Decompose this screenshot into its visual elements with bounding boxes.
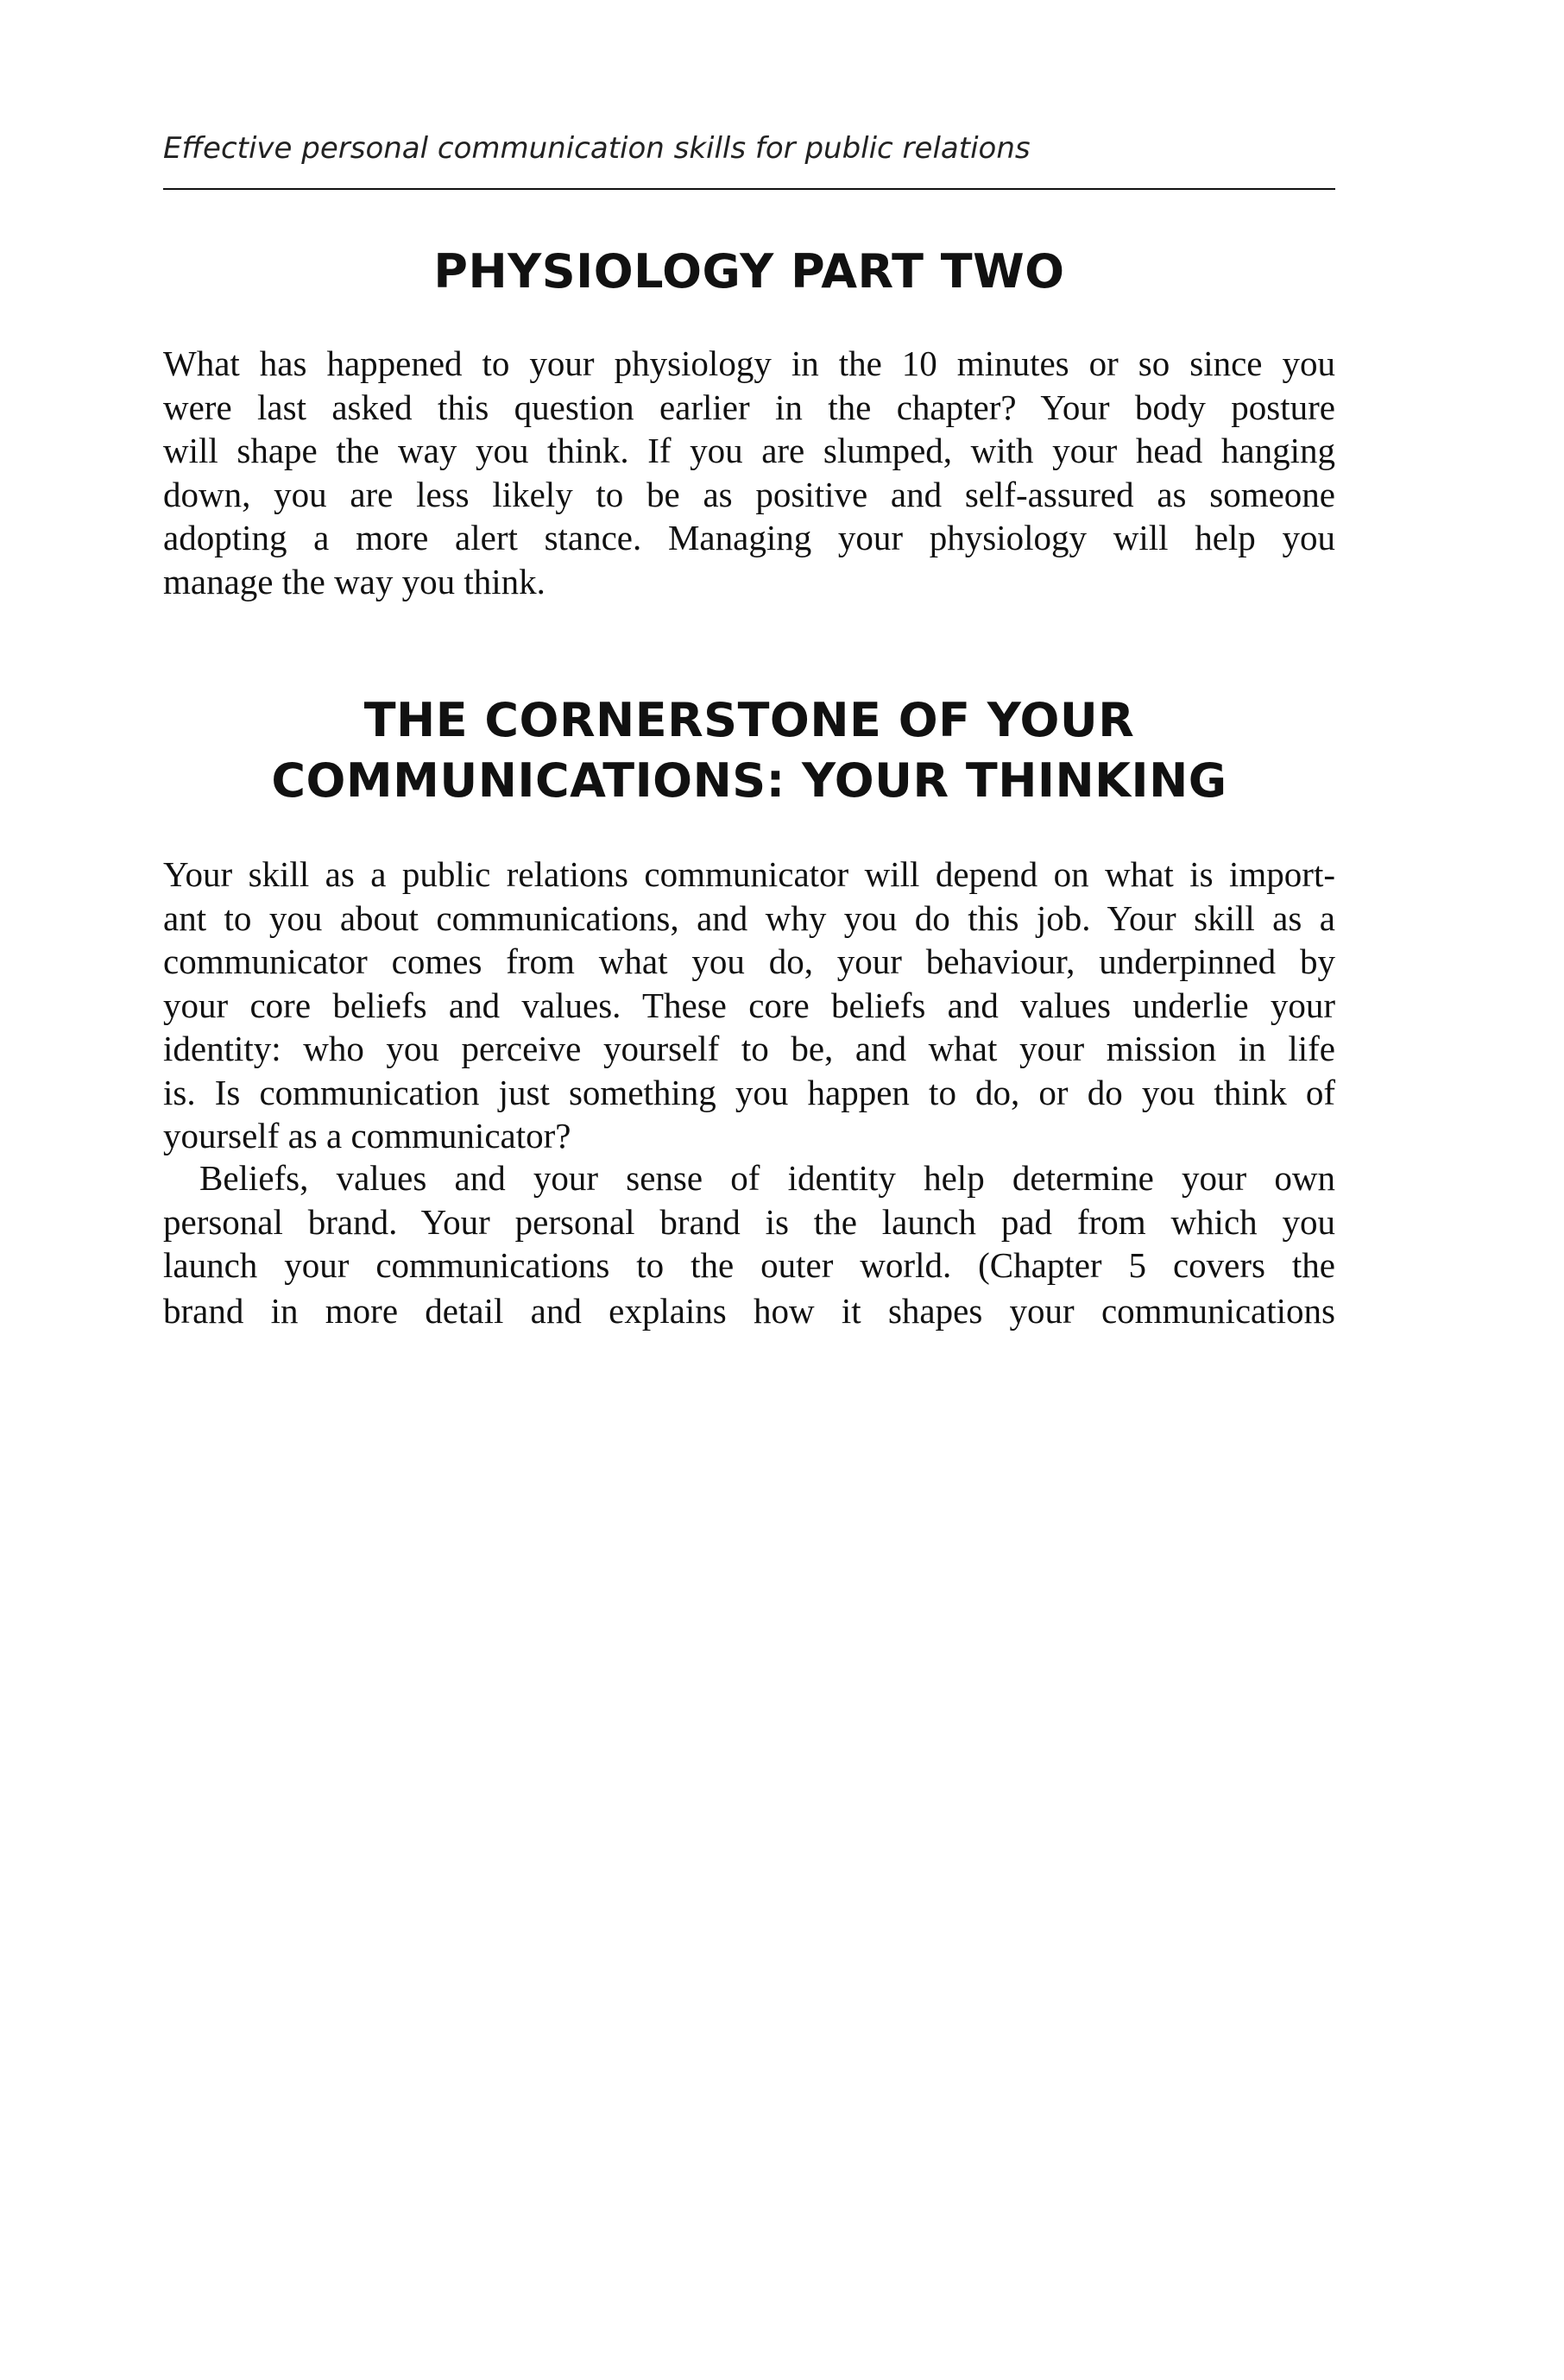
text-line: were last asked this question earlier in the chapter? Your body posture <box>163 387 1335 427</box>
text-line: launch your communications to the outer world. (Chapter 5 covers the <box>163 1245 1335 1285</box>
section-heading <box>163 690 1335 811</box>
text-line: manage the way you think. <box>163 561 546 601</box>
text-line: identity: who you perceive yourself to be, and what your mission in life <box>163 1029 1335 1068</box>
body-paragraph <box>163 342 1335 603</box>
clipped-text-line: brand in more detail and explains how it shapes your communications <box>163 1291 1335 1331</box>
text-line: down, you are less likely to be as positive and self-assured as someone <box>163 474 1335 514</box>
body-paragraph <box>163 1156 1335 1288</box>
book-page <box>163 0 1335 2380</box>
heading-line: PHYSIOLOGY PART TWO <box>433 244 1065 299</box>
header-rule <box>163 188 1335 190</box>
text-line: yourself as a communicator? <box>163 1116 571 1155</box>
heading-line: THE CORNERSTONE OF YOUR <box>363 693 1135 747</box>
text-line: What has happened to your physiology in the 10 minutes or so since you <box>163 343 1335 383</box>
body-paragraph <box>163 853 1335 1158</box>
text-line: Your skill as a public relations communicator will depend on what is import- <box>163 854 1335 894</box>
running-header: Effective personal communication skills for public relations <box>163 131 1031 166</box>
text-line: ant to you about communications, and why you do this job. Your skill as a <box>163 897 1335 938</box>
text-line: will shape the way you think. If you are slumped, with your head hanging <box>163 431 1335 470</box>
text-line: your core beliefs and values. These core beliefs and values underlie your <box>163 985 1335 1025</box>
text-line: is. Is communication just something you happen to do, or do you think of <box>163 1072 1335 1112</box>
text-line: Beliefs, values and your sense of identity help determine your own <box>199 1158 1335 1198</box>
text-line: adopting a more alert stance. Managing your physiology will help you <box>163 518 1335 557</box>
heading-line: COMMUNICATIONS: YOUR THINKING <box>271 753 1227 808</box>
text-line: personal brand. Your personal brand is the launch pad from which you <box>163 1201 1335 1242</box>
section-heading <box>163 242 1335 302</box>
text-line: communicator comes from what you do, your behaviour, underpinned by <box>163 941 1335 981</box>
clipped-line-wrapper <box>163 1289 1335 1331</box>
